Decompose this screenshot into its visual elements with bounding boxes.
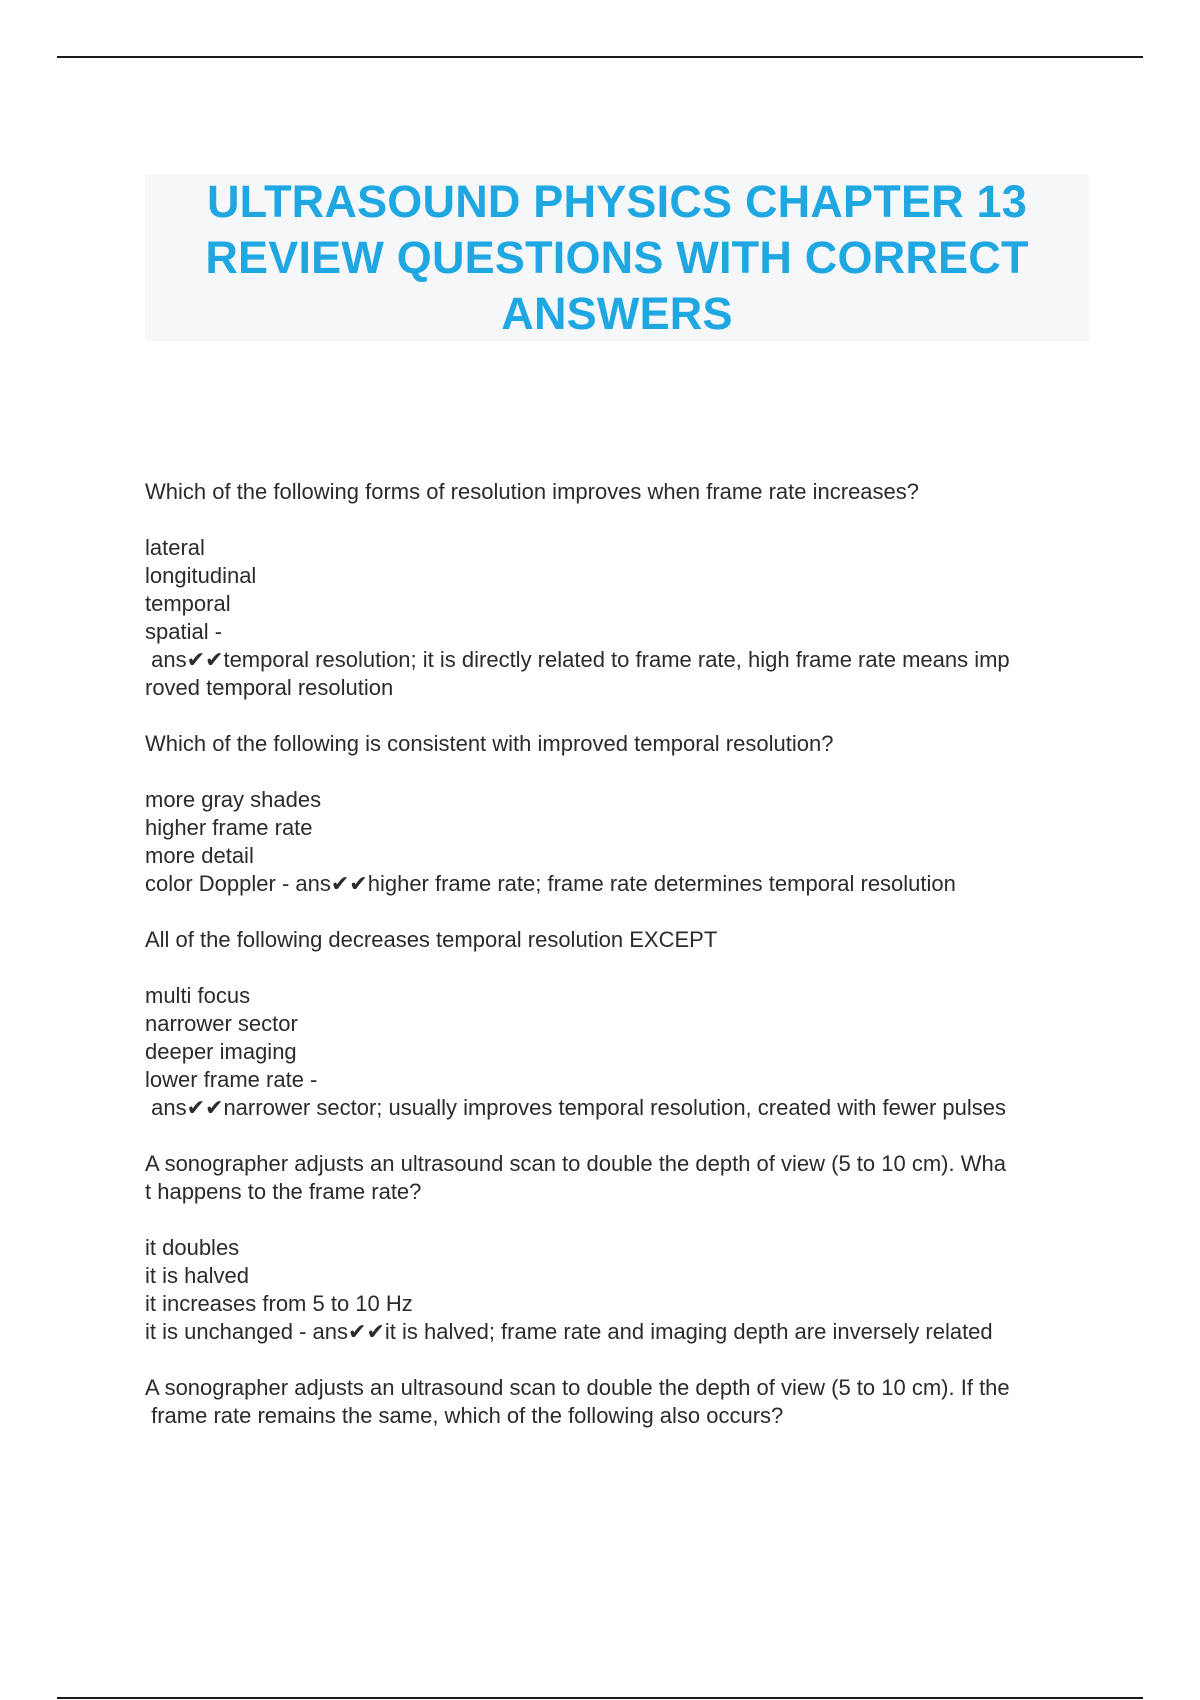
option-line: it increases from 5 to 10 Hz	[145, 1291, 413, 1316]
option-line: temporal	[145, 591, 231, 616]
title-banner	[145, 174, 1089, 341]
question-line: Which of the following is consistent with improved temporal resolution?	[145, 731, 834, 756]
option-line: lower frame rate -	[145, 1067, 318, 1092]
option-line: more detail	[145, 843, 254, 868]
title-line: ULTRASOUND PHYSICS CHAPTER 13	[206, 175, 1028, 227]
question-text	[145, 926, 1095, 954]
option-line: spatial -	[145, 619, 223, 644]
options-and-answer	[145, 982, 1095, 1122]
option-line: it is halved	[145, 1263, 249, 1288]
answer-line: it is unchanged - ans✔✔it is halved; frame rate and imaging depth are inversely related	[145, 1319, 993, 1344]
question-line: Which of the following forms of resolution improves when frame rate increases?	[145, 479, 920, 504]
question-text	[145, 478, 1095, 506]
question-line: t happens to the frame rate?	[145, 1179, 422, 1204]
option-line: lateral	[145, 535, 205, 560]
qa-item	[145, 1150, 1095, 1346]
option-line: deeper imaging	[145, 1039, 297, 1064]
document-title	[145, 174, 1089, 342]
answer-line: roved temporal resolution	[145, 675, 394, 700]
question-line: All of the following decreases temporal resolution EXCEPT	[145, 927, 718, 952]
top-rule	[57, 56, 1143, 58]
qa-item	[145, 478, 1095, 702]
answer-line: ans✔✔narrower sector; usually improves temporal resolution, created with fewer pulses	[145, 1095, 1007, 1120]
question-text	[145, 730, 1095, 758]
option-line: longitudinal	[145, 563, 257, 588]
question-text	[145, 1150, 1095, 1206]
answer-line: color Doppler - ans✔✔higher frame rate; frame rate determines temporal resolution	[145, 871, 956, 896]
option-line: higher frame rate	[145, 815, 313, 840]
question-text	[145, 1374, 1095, 1430]
qa-item	[145, 1374, 1095, 1430]
options-and-answer	[145, 786, 1095, 898]
answer-line: ans✔✔temporal resolution; it is directly related to frame rate, high frame rate means imp	[145, 647, 1010, 672]
option-line: more gray shades	[145, 787, 322, 812]
question-line: A sonographer adjusts an ultrasound scan to double the depth of view (5 to 10 cm). If the	[145, 1375, 1010, 1400]
option-line: it doubles	[145, 1235, 240, 1260]
qa-item	[145, 730, 1095, 898]
bottom-rule	[57, 1697, 1143, 1699]
question-line: frame rate remains the same, which of the following also occurs?	[145, 1403, 784, 1428]
option-line: multi focus	[145, 983, 251, 1008]
title-line: ANSWERS	[501, 287, 733, 339]
question-line: A sonographer adjusts an ultrasound scan to double the depth of view (5 to 10 cm). Wha	[145, 1151, 1006, 1176]
title-line: REVIEW QUESTIONS WITH CORRECT	[205, 231, 1029, 283]
option-line: narrower sector	[145, 1011, 298, 1036]
options-and-answer	[145, 534, 1095, 702]
qa-content	[145, 478, 1095, 1458]
qa-item	[145, 926, 1095, 1122]
options-and-answer	[145, 1234, 1095, 1346]
